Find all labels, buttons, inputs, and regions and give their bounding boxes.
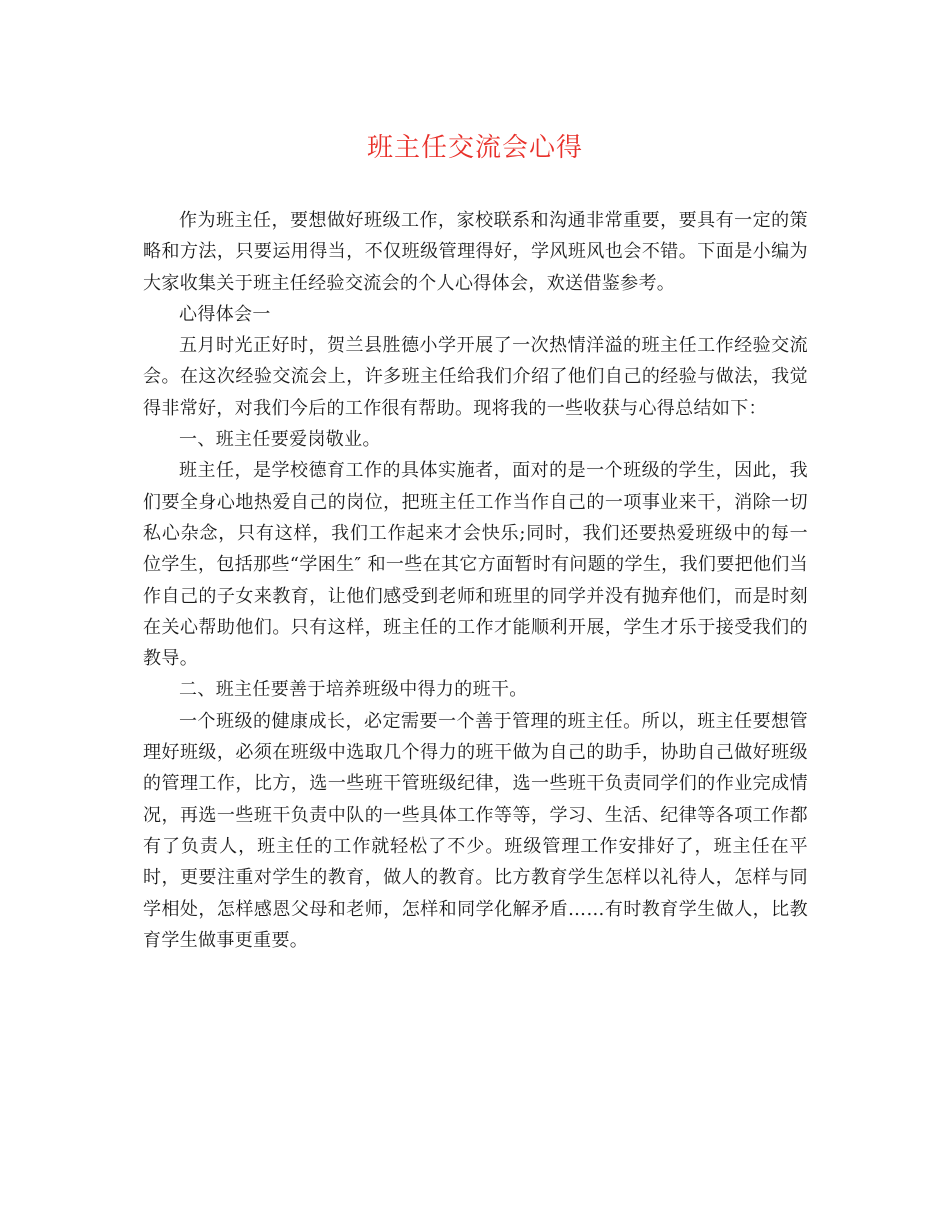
section-heading-experience-one: 心得体会一 (179, 303, 271, 325)
section-heading-point-two: 二、班主任要善于培养班级中得力的班干。 (179, 679, 528, 701)
section-heading-point-one: 一、班主任要爱岗敬业。 (179, 429, 381, 451)
paragraph-point-one: 班主任，是学校德育工作的具体实施者，面对的是一个班级的学生，因此，我们要全身心地热爱自己的岗位，把班主任工作当作自己的一项事业来干，消除一切私心杂念，只有这样，我们工作起来才会快乐;同时，我们还要热爱班级中的每一位学生，包括那些“学困生″ 和一些在其它方面暂时有问题的学生，我们要把他们当作自己的子女来教育，让他们感受到老师和班里的同学并没有抛弃他们，而是时刻在关心帮助他们。只有这样，班主任的工作才能顺利开展，学生才乐于接受我们的教导。 (143, 460, 808, 670)
document-body (143, 205, 808, 956)
paragraph-intro: 作为班主任，要想做好班级工作，家校联系和沟通非常重要，要具有一定的策略和方法，只要运用得当，不仅班级管理得好，学风班风也会不错。下面是小编为大家收集关于班主任经验交流会的个人心得体会，欢送借鉴参考。 (143, 210, 808, 294)
paragraph-point-two: 一个班级的健康成长，必定需要一个善于管理的班主任。所以，班主任要想管理好班级，必须在班级中选取几个得力的班干做为自己的助手，协助自己做好班级的管理工作，比方，选一些班干管班级纪律，选一些班干负责同学们的作业完成情况，再选一些班干负责中队的一些具体工作等等，学习、生活、纪律等各项工作都有了负责人，班主任的工作就轻松了不少。班级管理工作安排好了，班主任在平时，更要注重对学生的教育，做人的教育。比方教育学生怎样以礼待人，怎样与同学相处，怎样感恩父母和老师，怎样和同学化解矛盾……有时教育学生做人，比教育学生做事更重要。 (143, 710, 808, 951)
document-title: 班主任交流会心得 (366, 133, 583, 163)
paragraph-exchange-meeting: 五月时光正好时，贺兰县胜德小学开展了一次热情洋溢的班主任工作经验交流会。在这次经验交流会上，许多班主任给我们介绍了他们自己的经验与做法，我觉得非常好，对我们今后的工作很有帮助。现将我的一些收获与心得总结如下： (143, 335, 808, 419)
